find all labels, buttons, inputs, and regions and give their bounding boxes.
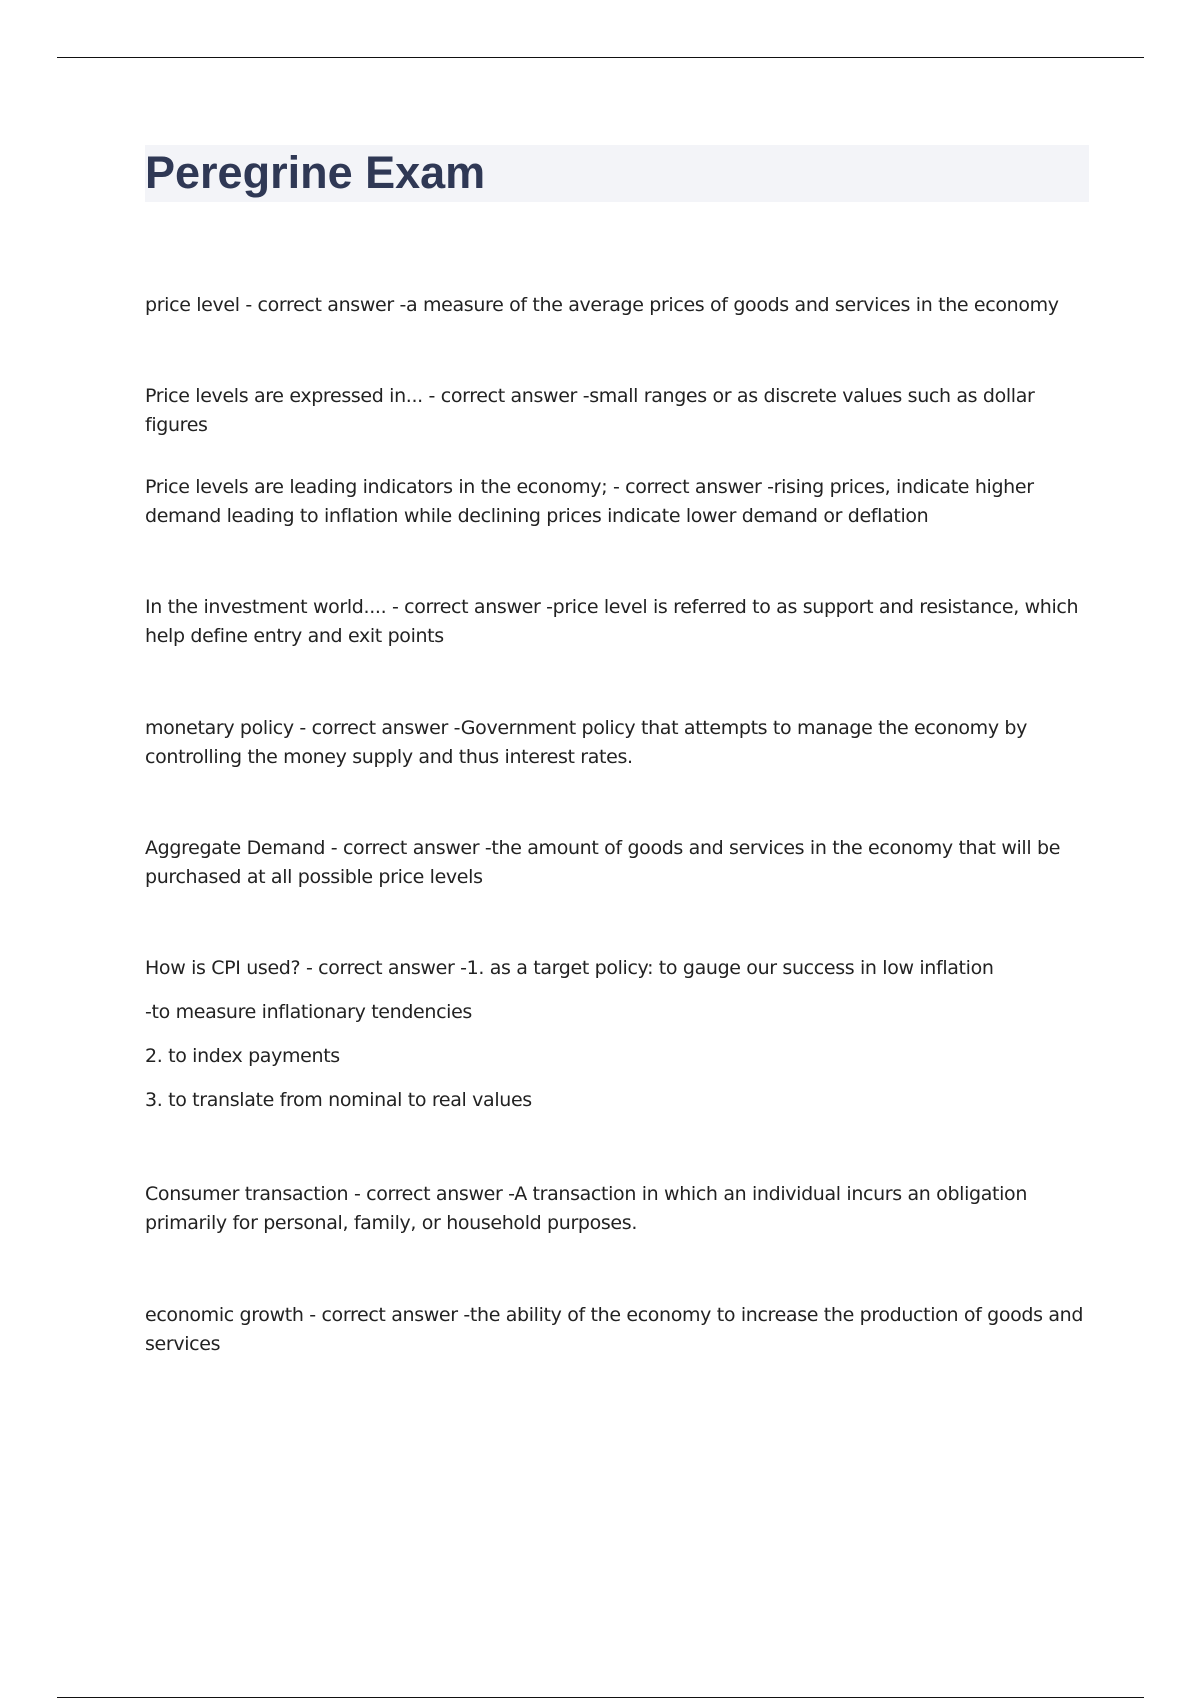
- qa-item: [145, 473, 1095, 531]
- qa-text: Consumer transaction - correct answer -A transaction in which an individual incurs an obligation primarily for personal, family, or household purposes.: [145, 1183, 1028, 1234]
- qa-text: price level - correct answer -a measure of the average prices of goods and services in the economy: [145, 294, 1059, 316]
- qa-text: Price levels are expressed in... - correct answer -small ranges or as discrete values such as dollar figures: [145, 385, 1035, 436]
- document-title: Peregrine Exam: [145, 147, 486, 198]
- qa-text: In the investment world.... - correct answer -price level is referred to as support and resistance, which help define entry and exit points: [145, 596, 1079, 647]
- bottom-rule: [57, 1697, 1144, 1698]
- qa-text: monetary policy - correct answer -Government policy that attempts to manage the economy by controlling the money supply and thus interest rates.: [145, 717, 1028, 768]
- qa-item: [145, 714, 1095, 772]
- qa-subline: -to measure inflationary tendencies: [145, 1001, 472, 1023]
- qa-text: economic growth - correct answer -the ability of the economy to increase the production of goods and services: [145, 1304, 1084, 1355]
- qa-text: Aggregate Demand - correct answer -the amount of goods and services in the economy that will be purchased at all possible price levels: [145, 837, 1061, 888]
- qa-item: [145, 1180, 1095, 1238]
- qa-item: [145, 593, 1095, 651]
- qa-item: [145, 834, 1095, 892]
- qa-subline: 3. to translate from nominal to real values: [145, 1089, 532, 1111]
- qa-item: [145, 1301, 1095, 1359]
- top-rule: [57, 57, 1144, 58]
- qa-item: [145, 382, 1095, 440]
- qa-item: [145, 291, 1095, 320]
- qa-text: Price levels are leading indicators in the economy; - correct answer -rising prices, indicate higher demand leading to inflation while declining prices indicate lower demand or deflation: [145, 476, 1034, 527]
- title-banner: [145, 145, 1089, 202]
- qa-subline: 2. to index payments: [145, 1045, 340, 1067]
- qa-text: How is CPI used? - correct answer -1. as a target policy: to gauge our success in low inflation: [145, 957, 994, 979]
- qa-item-cpi: [145, 954, 1095, 1115]
